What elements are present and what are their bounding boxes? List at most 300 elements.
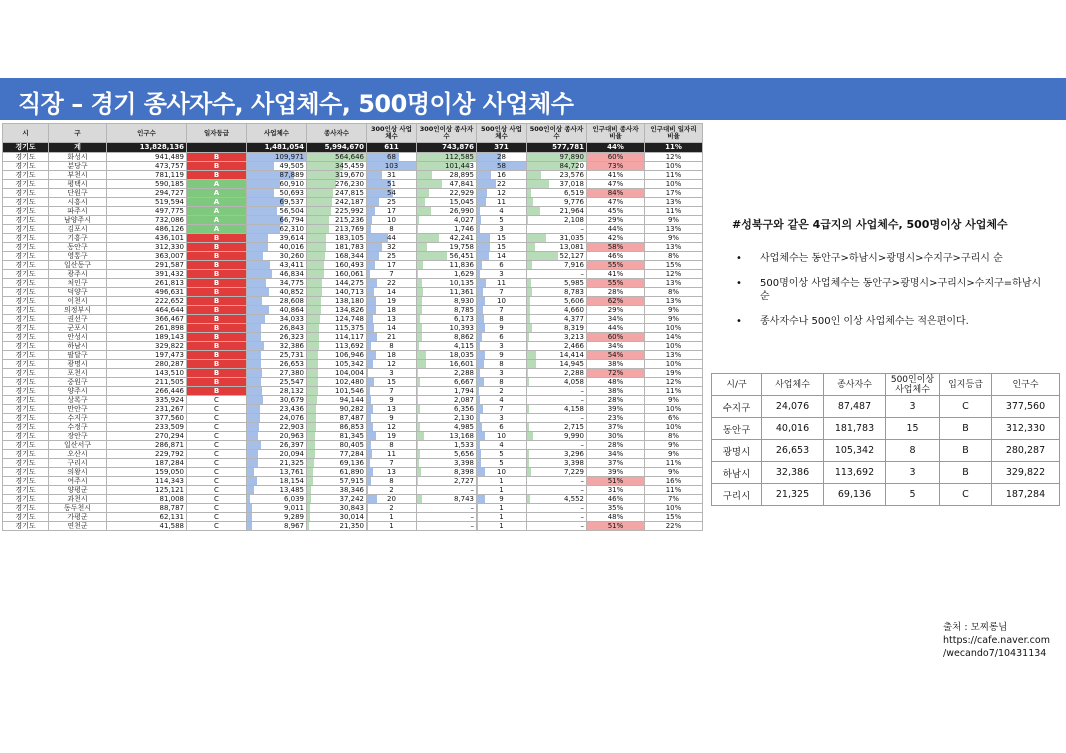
table-cell: 10%	[645, 162, 703, 171]
table-cell: 21,964	[527, 207, 587, 216]
data-bar	[247, 423, 259, 431]
data-bar	[247, 243, 268, 251]
table-cell: 577,781	[527, 143, 587, 153]
table-row	[3, 234, 703, 243]
table-cell: 14	[367, 288, 417, 297]
data-bar	[247, 369, 262, 377]
table-cell: 22%	[645, 522, 703, 531]
data-bar	[477, 495, 485, 503]
table-cell: 222,652	[107, 297, 187, 306]
table-cell: 권선구	[49, 315, 107, 324]
table-cell: 10%	[645, 405, 703, 414]
table-cell: 113,692	[307, 342, 367, 351]
table-cell: 10%	[645, 342, 703, 351]
table-cell: C	[187, 513, 247, 522]
table-cell: 1	[477, 522, 527, 531]
table-cell: 15	[477, 243, 527, 252]
table-cell: 34%	[587, 450, 645, 459]
table-cell: –	[527, 225, 587, 234]
table-cell: 29%	[587, 216, 645, 225]
comparison-cell: 105,342	[824, 440, 886, 462]
data-bar	[367, 315, 373, 323]
table-row	[3, 423, 703, 432]
data-bar	[307, 342, 319, 350]
table-cell: 28,895	[417, 171, 477, 180]
table-cell: B	[187, 270, 247, 279]
data-bar	[307, 504, 310, 512]
table-cell: 3	[477, 225, 527, 234]
table-row	[3, 198, 703, 207]
data-bar	[307, 369, 318, 377]
table-cell: 26,323	[247, 333, 307, 342]
table-cell: 9%	[645, 315, 703, 324]
data-bar	[307, 207, 331, 215]
table-cell: 4,115	[417, 342, 477, 351]
table-cell: 2	[477, 387, 527, 396]
table-cell: 9,289	[247, 513, 307, 522]
data-bar	[527, 216, 528, 224]
comparison-cell: 329,822	[992, 462, 1060, 484]
table-row	[3, 396, 703, 405]
table-cell: 8	[367, 477, 417, 486]
table-cell: 51%	[587, 522, 645, 531]
table-row	[3, 153, 703, 162]
table-cell: 37%	[587, 423, 645, 432]
table-cell: B	[187, 153, 247, 162]
table-cell: 62%	[587, 297, 645, 306]
table-cell: 7	[477, 306, 527, 315]
table-cell: 1	[477, 513, 527, 522]
data-bar	[307, 405, 316, 413]
table-row	[3, 351, 703, 360]
table-cell: 3	[367, 369, 417, 378]
data-bar	[417, 279, 422, 287]
table-cell: B	[187, 351, 247, 360]
data-bar	[477, 216, 481, 224]
table-cell: 486,126	[107, 225, 187, 234]
data-bar	[247, 378, 261, 386]
table-cell: 7	[367, 387, 417, 396]
table-cell: 1	[477, 504, 527, 513]
table-cell: 19	[367, 297, 417, 306]
data-bar	[527, 171, 541, 179]
table-cell: 47%	[587, 180, 645, 189]
table-cell: 47,841	[417, 180, 477, 189]
table-cell: 189,143	[107, 333, 187, 342]
data-bar	[307, 297, 321, 305]
table-cell: 9%	[645, 306, 703, 315]
data-bar	[477, 441, 480, 449]
table-cell: 497,775	[107, 207, 187, 216]
comparison-row	[712, 396, 1060, 418]
data-bar	[417, 171, 432, 179]
table-cell: 19%	[645, 369, 703, 378]
data-bar	[477, 297, 485, 305]
data-bar	[477, 279, 486, 287]
table-cell: 경기도	[3, 495, 49, 504]
table-cell: 1	[367, 522, 417, 531]
table-cell: 경기도	[3, 369, 49, 378]
table-cell: 17%	[645, 189, 703, 198]
table-cell: 28	[477, 153, 527, 162]
table-cell: 40,852	[247, 288, 307, 297]
table-cell: 4	[477, 396, 527, 405]
data-bar	[367, 477, 371, 485]
table-cell: C	[187, 486, 247, 495]
table-cell: 경기도	[3, 270, 49, 279]
comparison-cell: B	[940, 418, 992, 440]
table-cell: 261,898	[107, 324, 187, 333]
data-bar	[477, 198, 486, 206]
table-cell: 30,679	[247, 396, 307, 405]
table-cell: 40,016	[247, 243, 307, 252]
table-cell: 19,758	[417, 243, 477, 252]
table-cell: 42%	[587, 234, 645, 243]
data-bar	[307, 459, 314, 467]
data-bar	[247, 180, 280, 188]
table-row	[3, 189, 703, 198]
data-bar	[367, 378, 374, 386]
table-cell: 38,346	[307, 486, 367, 495]
data-bar	[417, 396, 418, 404]
table-cell: 8,862	[417, 333, 477, 342]
table-cell: B	[187, 297, 247, 306]
table-cell: 1,533	[417, 441, 477, 450]
table-cell: 13	[367, 315, 417, 324]
table-cell: 8	[477, 378, 527, 387]
table-cell: 114,343	[107, 477, 187, 486]
table-row	[3, 342, 703, 351]
table-row	[3, 288, 703, 297]
table-cell: 29%	[587, 306, 645, 315]
table-cell: 10,393	[417, 324, 477, 333]
data-bar	[527, 351, 536, 359]
table-cell: 하남시	[49, 342, 107, 351]
data-bar	[307, 378, 318, 386]
data-bar	[367, 342, 371, 350]
table-cell: 남양주시	[49, 216, 107, 225]
table-cell: 5	[477, 216, 527, 225]
data-bar	[527, 378, 529, 386]
data-bar	[477, 522, 478, 530]
table-cell: 26,397	[247, 441, 307, 450]
table-cell: C	[187, 405, 247, 414]
table-cell: 81,345	[307, 432, 367, 441]
comparison-header-cell: 종사자수	[824, 374, 886, 396]
table-cell: 영통구	[49, 252, 107, 261]
table-row	[3, 450, 703, 459]
table-cell: 68	[367, 153, 417, 162]
table-cell: 경기도	[3, 351, 49, 360]
table-cell: 160,493	[307, 261, 367, 270]
table-cell: 동두천시	[49, 504, 107, 513]
data-bar	[417, 288, 423, 296]
table-cell: 112,585	[417, 153, 477, 162]
table-cell: 105,342	[307, 360, 367, 369]
table-cell: 계	[49, 143, 107, 153]
data-bar	[307, 387, 318, 395]
data-bar	[367, 423, 373, 431]
table-cell: 2,715	[527, 423, 587, 432]
data-bar	[247, 342, 264, 350]
data-bar	[247, 522, 252, 530]
table-cell: 32	[367, 243, 417, 252]
table-row	[3, 387, 703, 396]
table-cell: 경기도	[3, 225, 49, 234]
table-row	[3, 270, 703, 279]
table-cell: 광명시	[49, 360, 107, 369]
table-header-cell: 500인상 사업체수	[477, 124, 527, 143]
table-cell: 57,915	[307, 477, 367, 486]
table-cell: 34%	[587, 342, 645, 351]
comparison-cell: 69,136	[824, 484, 886, 506]
data-bar	[417, 360, 426, 368]
data-bar	[307, 252, 325, 260]
table-cell: 37,018	[527, 180, 587, 189]
table-row	[3, 477, 703, 486]
data-bar	[417, 180, 442, 188]
data-bar	[527, 333, 529, 341]
table-cell: 9,990	[527, 432, 587, 441]
data-bar	[417, 261, 423, 269]
data-bar	[417, 468, 421, 476]
table-cell: 9%	[645, 441, 703, 450]
table-header-cell: 일자등급	[187, 124, 247, 143]
table-cell: 31,035	[527, 234, 587, 243]
table-cell: 56,504	[247, 207, 307, 216]
comparison-cell: 수지구	[712, 396, 762, 418]
comparison-body	[712, 396, 1060, 506]
table-cell: 31%	[587, 486, 645, 495]
data-bar	[307, 243, 326, 251]
data-bar	[247, 486, 254, 494]
table-cell: 2,130	[417, 414, 477, 423]
note-bullet: • 500명이상 사업체수는 동안구>광명시>구리시>수지구=하남시 순	[736, 277, 1048, 303]
table-cell: 11%	[645, 459, 703, 468]
data-bar	[477, 387, 479, 395]
table-cell: 15,045	[417, 198, 477, 207]
table-cell: 90,282	[307, 405, 367, 414]
table-cell: 경기도	[3, 297, 49, 306]
table-cell: 496,631	[107, 288, 187, 297]
table-cell: 3,398	[527, 459, 587, 468]
data-bar	[527, 405, 529, 413]
data-bar	[527, 207, 540, 215]
table-cell: 14	[477, 252, 527, 261]
data-bar	[527, 324, 532, 332]
data-bar	[477, 243, 490, 251]
table-cell: –	[527, 441, 587, 450]
table-cell: 30%	[587, 432, 645, 441]
data-bar	[247, 450, 258, 458]
data-bar	[367, 486, 368, 494]
table-row	[3, 513, 703, 522]
table-cell: A	[187, 216, 247, 225]
table-cell: 319,670	[307, 171, 367, 180]
table-cell: 3	[477, 414, 527, 423]
table-row	[3, 171, 703, 180]
table-cell: 13	[367, 405, 417, 414]
table-cell: 15%	[645, 261, 703, 270]
table-cell: C	[187, 423, 247, 432]
table-cell: 군포시	[49, 324, 107, 333]
table-cell: 2,108	[527, 216, 587, 225]
table-cell: 6%	[645, 414, 703, 423]
table-cell: 9	[477, 351, 527, 360]
data-bar	[367, 306, 376, 314]
table-cell: 25,547	[247, 378, 307, 387]
data-bar	[247, 198, 284, 206]
table-cell: 28%	[587, 396, 645, 405]
table-cell: –	[417, 513, 477, 522]
table-cell: 양평군	[49, 486, 107, 495]
comparison-row	[712, 440, 1060, 462]
data-bar	[367, 333, 377, 341]
table-cell: C	[187, 432, 247, 441]
comparison-cell: 26,653	[762, 440, 824, 462]
data-bar	[477, 270, 480, 278]
data-bar	[247, 252, 263, 260]
table-cell: 13,081	[527, 243, 587, 252]
table-cell: 단원구	[49, 189, 107, 198]
comparison-cell: 하남시	[712, 462, 762, 484]
data-bar	[307, 432, 315, 440]
data-bar	[367, 495, 377, 503]
data-bar	[477, 333, 482, 341]
data-bar	[307, 324, 319, 332]
comparison-cell: 15	[886, 418, 940, 440]
table-cell: 여주시	[49, 477, 107, 486]
table-cell: 377,560	[107, 414, 187, 423]
table-cell: 7,916	[527, 261, 587, 270]
table-cell: –	[527, 270, 587, 279]
table-cell: 22	[477, 180, 527, 189]
table-cell: 22,929	[417, 189, 477, 198]
data-bar	[527, 189, 531, 197]
data-bar	[307, 450, 315, 458]
table-cell: 9,776	[527, 198, 587, 207]
table-cell: 중원구	[49, 378, 107, 387]
table-cell: 37,242	[307, 495, 367, 504]
table-cell: 48%	[587, 378, 645, 387]
table-cell: 경기도	[3, 414, 49, 423]
table-cell: 13%	[645, 297, 703, 306]
comparison-cell: 광명시	[712, 440, 762, 462]
table-cell: 경기도	[3, 171, 49, 180]
data-bar	[527, 279, 531, 287]
table-cell: 28%	[587, 288, 645, 297]
table-cell: 20	[367, 495, 417, 504]
table-cell: 7%	[645, 495, 703, 504]
comparison-row	[712, 484, 1060, 506]
data-bar	[247, 441, 261, 449]
table-cell: 8	[477, 315, 527, 324]
data-bar	[527, 459, 529, 467]
table-cell: 13%	[645, 198, 703, 207]
table-cell: 13	[367, 468, 417, 477]
data-bar	[417, 333, 422, 341]
table-header-cell: 300인상 사업체수	[367, 124, 417, 143]
table-cell: 10%	[645, 180, 703, 189]
table-cell: 159,050	[107, 468, 187, 477]
table-cell: 213,769	[307, 225, 367, 234]
table-cell: 10%	[645, 324, 703, 333]
table-cell: –	[417, 522, 477, 531]
table-header-cell: 인구대비 일자리 비율	[645, 124, 703, 143]
table-cell: 38%	[587, 387, 645, 396]
comparison-cell: 동안구	[712, 418, 762, 440]
data-bar	[417, 459, 419, 467]
table-cell: 2	[367, 504, 417, 513]
table-cell: 4	[477, 207, 527, 216]
data-bar	[247, 207, 277, 215]
table-header-cell: 500인이상 종사자수	[527, 124, 587, 143]
data-bar	[307, 189, 333, 197]
table-cell: –	[527, 486, 587, 495]
table-cell: 이천시	[49, 297, 107, 306]
table-cell: 11,836	[417, 261, 477, 270]
table-row	[3, 504, 703, 513]
data-bar	[477, 513, 478, 521]
data-bar	[367, 252, 379, 260]
table-row	[3, 495, 703, 504]
table-cell: 55%	[587, 279, 645, 288]
table-cell: 파주시	[49, 207, 107, 216]
table-cell: 69,136	[307, 459, 367, 468]
table-cell: 44%	[587, 143, 645, 153]
table-cell: 261,813	[107, 279, 187, 288]
data-bar	[247, 414, 260, 422]
table-cell: 15	[477, 234, 527, 243]
table-cell: 61,890	[307, 468, 367, 477]
data-bar	[477, 288, 483, 296]
table-cell: 38%	[587, 360, 645, 369]
table-row	[3, 216, 703, 225]
table-cell: 62,131	[107, 513, 187, 522]
table-cell: 97,890	[527, 153, 587, 162]
data-bar	[247, 234, 268, 242]
table-cell: 18,154	[247, 477, 307, 486]
table-cell: B	[187, 324, 247, 333]
table-cell: 19	[367, 432, 417, 441]
table-cell: 44	[367, 234, 417, 243]
data-bar	[307, 468, 313, 476]
table-cell: 경기도	[3, 522, 49, 531]
table-cell: 4,058	[527, 378, 587, 387]
source-credit	[943, 621, 1050, 660]
data-bar	[247, 279, 266, 287]
data-bar	[367, 360, 373, 368]
data-bar	[307, 180, 336, 188]
table-cell: 464,644	[107, 306, 187, 315]
table-cell: 88,787	[107, 504, 187, 513]
data-bar	[367, 387, 370, 395]
table-cell: 11%	[645, 387, 703, 396]
data-bar	[417, 225, 418, 233]
table-row	[3, 369, 703, 378]
table-cell: 743,876	[417, 143, 477, 153]
data-bar	[477, 315, 484, 323]
table-cell: 경기도	[3, 441, 49, 450]
data-bar	[417, 342, 419, 350]
table-cell: 4,158	[527, 405, 587, 414]
table-cell: 8,783	[527, 288, 587, 297]
table-cell: 41%	[587, 270, 645, 279]
table-cell: 12%	[645, 378, 703, 387]
data-bar	[307, 288, 322, 296]
data-bar	[247, 297, 262, 305]
table-cell: 12%	[645, 270, 703, 279]
